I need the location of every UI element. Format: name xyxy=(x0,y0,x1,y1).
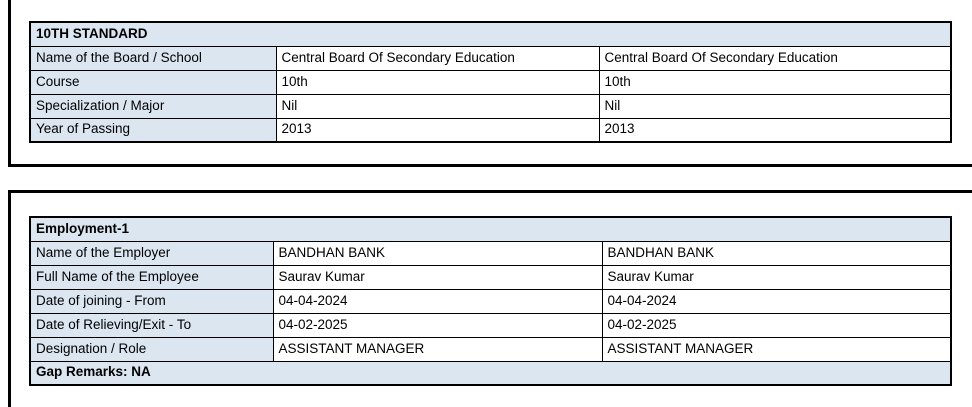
row-value: 2013 xyxy=(276,118,599,142)
row-value: 10th xyxy=(599,70,951,94)
row-label: Course xyxy=(30,70,276,94)
row-value: BANDHAN BANK xyxy=(273,241,602,265)
employment-table-header-row xyxy=(30,217,951,241)
education-table-title: 10TH STANDARD xyxy=(30,22,951,46)
row-value: 04-02-2025 xyxy=(602,313,951,337)
row-value: 2013 xyxy=(599,118,951,142)
employment-table xyxy=(29,216,952,386)
row-value: 04-04-2024 xyxy=(273,289,602,313)
row-label: Date of joining - From xyxy=(30,289,273,313)
row-label: Year of Passing xyxy=(30,118,276,142)
table-row xyxy=(30,70,951,94)
row-value: Saurav Kumar xyxy=(602,265,951,289)
table-row xyxy=(30,241,951,265)
table-row xyxy=(30,118,951,142)
table-row xyxy=(30,265,951,289)
row-value: 10th xyxy=(276,70,599,94)
table-row xyxy=(30,289,951,313)
row-value: Central Board Of Secondary Education xyxy=(276,46,599,70)
row-value: 04-04-2024 xyxy=(602,289,951,313)
row-value: 04-02-2025 xyxy=(273,313,602,337)
row-value: Central Board Of Secondary Education xyxy=(599,46,951,70)
row-value: Nil xyxy=(599,94,951,118)
table-row xyxy=(30,46,951,70)
table-row xyxy=(30,94,951,118)
row-value: Nil xyxy=(276,94,599,118)
row-label: Full Name of the Employee xyxy=(30,265,273,289)
row-value: BANDHAN BANK xyxy=(602,241,951,265)
row-label: Specialization / Major xyxy=(30,94,276,118)
row-label: Date of Relieving/Exit - To xyxy=(30,313,273,337)
education-table xyxy=(29,21,952,143)
row-label: Name of the Employer xyxy=(30,241,273,265)
employment-table-title: Employment-1 xyxy=(30,217,951,241)
row-label: Designation / Role xyxy=(30,337,273,361)
row-value: ASSISTANT MANAGER xyxy=(273,337,602,361)
table-row xyxy=(30,337,951,361)
row-value: Saurav Kumar xyxy=(273,265,602,289)
table-row xyxy=(30,313,951,337)
employment-table-footer-row xyxy=(30,361,951,385)
gap-remarks: Gap Remarks: NA xyxy=(30,361,951,385)
education-table-header-row xyxy=(30,22,951,46)
row-value: ASSISTANT MANAGER xyxy=(602,337,951,361)
row-label: Name of the Board / School xyxy=(30,46,276,70)
